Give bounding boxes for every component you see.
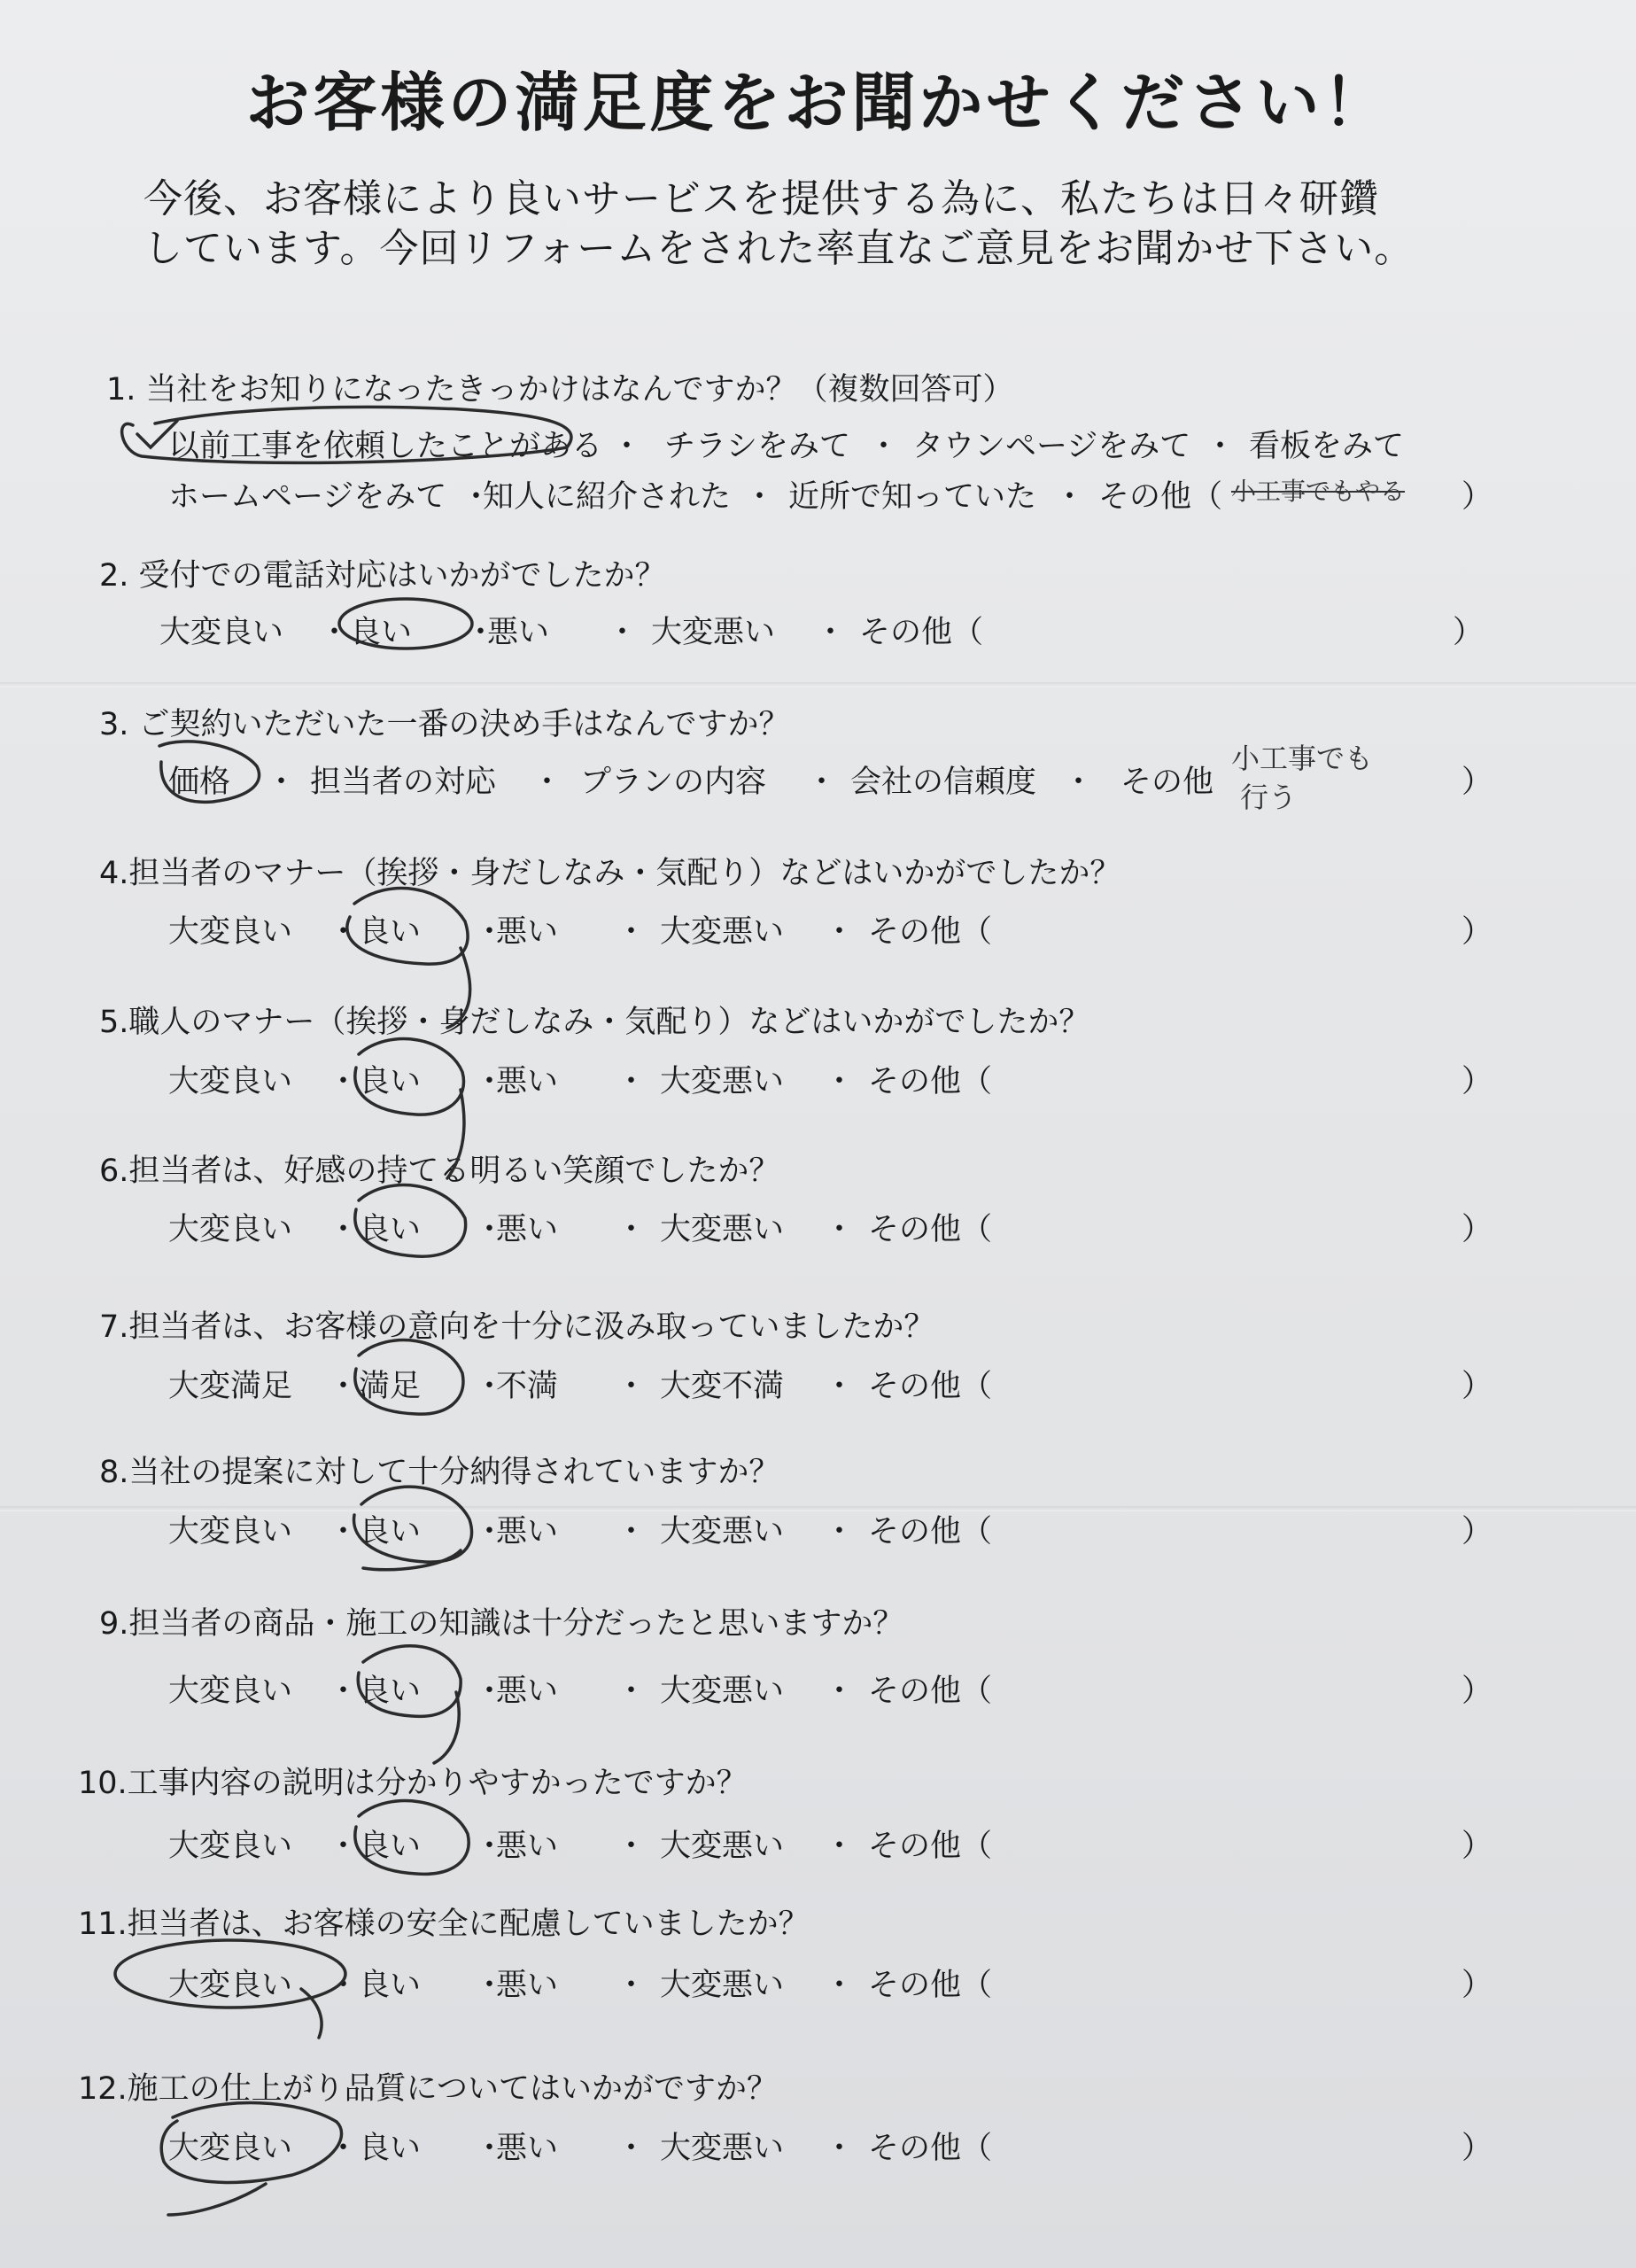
question-text: 受付での電話対応はいかがでしたか？ <box>138 558 666 594</box>
separator: ・ <box>328 1968 360 2003</box>
option-1[interactable]: 大変良い <box>168 914 293 950</box>
separator: ・ <box>824 1369 856 1404</box>
question-11 <box>78 1899 810 1944</box>
option-3[interactable]: 悪い <box>496 1968 559 2003</box>
option-homepage[interactable]: ホームページをみて <box>168 479 447 515</box>
question-text: ご契約いただいた一番の決め手はなんですか？ <box>138 707 790 742</box>
option-5[interactable]: その他（ <box>868 1369 993 1404</box>
option-other[interactable]: その他 <box>1120 765 1214 800</box>
close-paren: ） <box>1462 1064 1493 1099</box>
option-4[interactable]: 大変悪い <box>660 1968 785 2003</box>
q11-options <box>168 1961 1497 2003</box>
option-1[interactable]: 大変満足 <box>168 1369 293 1404</box>
close-paren: ） <box>1462 1514 1493 1550</box>
option-2[interactable]: 満足 <box>359 1369 422 1404</box>
q4-options <box>168 907 1497 950</box>
separator: ・ <box>328 1064 360 1099</box>
other-handwritten-line2: 行う <box>1240 781 1298 814</box>
other-handwritten-line1: 小工事でも <box>1231 742 1374 775</box>
question-text: 担当者は、好感の持てる明るい笑顔でしたか？ <box>128 1153 780 1189</box>
option-2[interactable]: 良い <box>359 1064 422 1099</box>
question-number: 4. <box>99 856 129 891</box>
separator: ・ <box>824 1829 856 1864</box>
separator: ・ <box>474 1674 506 1709</box>
separator: ・ <box>474 1514 506 1550</box>
option-3[interactable]: 悪い <box>496 1212 559 1247</box>
q10-options <box>168 1821 1497 1864</box>
option-price[interactable]: 価格 <box>168 765 231 800</box>
separator: ・ <box>616 1514 647 1550</box>
close-paren: ） <box>1462 2131 1493 2166</box>
option-plan-content[interactable]: プランの内容 <box>580 765 767 800</box>
separator: ・ <box>616 1212 647 1247</box>
question-number: 8. <box>99 1455 129 1490</box>
separator: ・ <box>1205 429 1237 464</box>
separator: ・ <box>611 429 643 464</box>
separator: ・ <box>474 914 506 950</box>
question-number: 3. <box>99 707 129 742</box>
question-number: 6. <box>99 1153 129 1189</box>
option-3[interactable]: 悪い <box>496 914 559 950</box>
separator: ・ <box>616 1369 647 1404</box>
close-paren: ） <box>1462 914 1493 950</box>
question-number: 12. <box>78 2071 128 2107</box>
intro-line-1: 今後、お客様により良いサービスを提供する為に、私たちは日々研鑽 <box>143 176 1379 221</box>
option-2[interactable]: 良い <box>359 1674 422 1709</box>
q5-options <box>168 1057 1497 1099</box>
q8-options <box>168 1507 1497 1550</box>
option-1[interactable]: 大変良い <box>168 1674 293 1709</box>
option-4[interactable]: 大変悪い <box>651 615 776 650</box>
option-4[interactable]: 大変不満 <box>660 1369 785 1404</box>
option-3[interactable]: 悪い <box>496 1064 559 1099</box>
separator: ・ <box>474 1829 506 1864</box>
separator: ・ <box>328 1212 360 1247</box>
question-12 <box>78 2064 778 2109</box>
separator: ・ <box>616 1064 647 1099</box>
question-4 <box>99 849 1120 893</box>
option-5[interactable]: その他（ <box>868 1829 993 1864</box>
question-7 <box>99 1302 934 1347</box>
option-1[interactable]: 大変良い <box>168 2131 293 2166</box>
q1-options-row2 <box>168 472 1497 515</box>
question-number: 10. <box>78 1766 128 1801</box>
option-5[interactable]: その他（ <box>868 2131 993 2166</box>
question-text: 担当者のマナー（挨拶・身だしなみ・気配り）などはいかがでしたか？ <box>128 856 1121 891</box>
question-number: 2. <box>99 558 129 594</box>
option-1[interactable]: 大変良い <box>159 615 284 650</box>
option-signboard[interactable]: 看板をみて <box>1249 429 1405 464</box>
option-5[interactable]: その他（ <box>868 1514 993 1550</box>
separator: ・ <box>474 1369 506 1404</box>
paper-fold <box>0 682 1636 687</box>
separator: ・ <box>319 615 351 650</box>
close-paren: ） <box>1462 479 1493 515</box>
separator: ・ <box>474 2131 506 2166</box>
separator: ・ <box>328 1369 360 1404</box>
option-2[interactable]: 良い <box>359 2131 422 2166</box>
option-4[interactable]: 大変悪い <box>660 2131 785 2166</box>
question-text: 担当者は、お客様の安全に配慮していましたか？ <box>127 1907 810 1942</box>
question-number: 11. <box>78 1907 128 1942</box>
separator: ・ <box>266 765 298 800</box>
question-6 <box>99 1146 779 1191</box>
option-3[interactable]: 悪い <box>496 2131 559 2166</box>
separator: ・ <box>868 429 900 464</box>
separator: ・ <box>824 2131 856 2166</box>
option-1[interactable]: 大変良い <box>168 1064 293 1099</box>
option-1[interactable]: 大変良い <box>168 1212 293 1247</box>
q12-tail-mark <box>168 2184 266 2215</box>
option-5[interactable]: その他（ <box>868 1064 993 1099</box>
page-title: お客様の満足度をお聞かせください！ <box>245 66 1391 140</box>
option-3[interactable]: 悪い <box>487 615 550 650</box>
q9-options <box>168 1666 1497 1709</box>
separator: ・ <box>461 479 492 515</box>
option-company-trust[interactable]: 会社の信頼度 <box>850 765 1037 800</box>
option-flyer[interactable]: チラシをみて <box>664 429 851 464</box>
option-4[interactable]: 大変悪い <box>660 1674 785 1709</box>
separator: ・ <box>824 1514 856 1550</box>
separator: ・ <box>474 1968 506 2003</box>
close-paren: ） <box>1462 1369 1493 1404</box>
separator: ・ <box>328 2131 360 2166</box>
separator: ・ <box>1054 479 1086 515</box>
other-handwritten-struck: 小工事でもやる <box>1231 477 1406 506</box>
option-2[interactable]: 良い <box>359 914 422 950</box>
option-4[interactable]: 大変悪い <box>660 1829 785 1864</box>
q3-options <box>168 742 1497 814</box>
separator: ・ <box>824 1968 856 2003</box>
option-3[interactable]: 悪い <box>496 1514 559 1550</box>
intro-line-2: しています。今回リフォームをされた率直なご意見をお聞かせ下さい。 <box>143 226 1415 271</box>
question-text: 工事内容の説明は分かりやすかったですか？ <box>127 1766 748 1801</box>
separator: ・ <box>1063 765 1095 800</box>
question-number: 7. <box>99 1309 129 1345</box>
separator: ・ <box>824 1212 856 1247</box>
q7-options <box>168 1362 1497 1404</box>
question-3 <box>99 700 790 744</box>
option-other[interactable]: その他（ <box>1098 479 1223 515</box>
q1-options-row1 <box>168 422 1497 464</box>
option-2[interactable]: 良い <box>359 1212 422 1247</box>
option-townpage[interactable]: タウンページをみて <box>912 429 1191 464</box>
question-2 <box>99 551 666 595</box>
option-previous-work[interactable]: 以前工事を依頼したことがある <box>168 429 603 464</box>
separator: ・ <box>824 1674 856 1709</box>
question-5 <box>99 998 1089 1042</box>
option-5[interactable]: その他（ <box>868 1212 993 1247</box>
question-text: 当社の提案に対して十分納得されていますか？ <box>128 1455 780 1490</box>
close-paren: ） <box>1462 765 1493 800</box>
option-3[interactable]: 不満 <box>496 1369 559 1404</box>
q12-options <box>168 2124 1497 2166</box>
separator: ・ <box>815 615 847 650</box>
option-2[interactable]: 良い <box>359 1829 422 1864</box>
separator: ・ <box>744 479 776 515</box>
option-referral[interactable]: 知人に紹介された <box>483 479 732 515</box>
separator: ・ <box>616 914 647 950</box>
separator: ・ <box>616 1968 647 2003</box>
option-staff-response[interactable]: 担当者の対応 <box>310 765 497 800</box>
close-paren: ） <box>1453 615 1485 650</box>
separator: ・ <box>328 1829 360 1864</box>
option-5[interactable]: その他（ <box>868 1968 993 2003</box>
option-1[interactable]: 大変良い <box>168 1514 293 1550</box>
q8-tail-mark <box>363 1550 461 1570</box>
option-4[interactable]: 大変悪い <box>660 914 785 950</box>
question-10 <box>78 1759 748 1803</box>
option-5[interactable]: その他（ <box>868 1674 993 1709</box>
close-paren: ） <box>1462 1212 1493 1247</box>
option-2[interactable]: 良い <box>359 1514 422 1550</box>
separator: ・ <box>824 1064 856 1099</box>
question-number: 1. <box>106 372 136 408</box>
separator: ・ <box>806 765 838 800</box>
question-1 <box>106 365 1014 409</box>
separator: ・ <box>616 2131 647 2166</box>
option-4[interactable]: 大変悪い <box>660 1212 785 1247</box>
separator: ・ <box>328 914 360 950</box>
separator: ・ <box>465 615 497 650</box>
option-5[interactable]: その他（ <box>868 914 993 950</box>
question-9 <box>99 1599 903 1643</box>
option-3[interactable]: 悪い <box>496 1674 559 1709</box>
question-text: 当社をお知りになったきっかけはなんですか？（複数回答可） <box>145 372 1014 408</box>
option-5[interactable]: その他（ <box>859 615 984 650</box>
option-4[interactable]: 大変悪い <box>660 1064 785 1099</box>
separator: ・ <box>328 1674 360 1709</box>
separator: ・ <box>328 1514 360 1550</box>
question-number: 9. <box>99 1606 129 1642</box>
option-4[interactable]: 大変悪い <box>660 1514 785 1550</box>
separator: ・ <box>824 914 856 950</box>
option-1[interactable]: 大変良い <box>168 1829 293 1864</box>
q2-options <box>159 608 1488 650</box>
question-text: 担当者は、お客様の意向を十分に汲み取っていましたか？ <box>128 1309 935 1345</box>
question-text: 担当者の商品・施工の知識は十分だったと思いますか？ <box>128 1606 904 1642</box>
option-2[interactable]: 良い <box>359 1968 422 2003</box>
close-paren: ） <box>1462 1674 1493 1709</box>
separator: ・ <box>616 1674 647 1709</box>
option-neighborhood[interactable]: 近所で知っていた <box>788 479 1037 515</box>
option-3[interactable]: 悪い <box>496 1829 559 1864</box>
separator: ・ <box>531 765 563 800</box>
separator: ・ <box>607 615 639 650</box>
separator: ・ <box>474 1212 506 1247</box>
close-paren: ） <box>1462 1829 1493 1864</box>
option-2[interactable]: 良い <box>350 615 413 650</box>
q6-options <box>168 1205 1497 1247</box>
question-text: 施工の仕上がり品質についてはいかがですか？ <box>127 2071 778 2107</box>
separator: ・ <box>474 1064 506 1099</box>
close-paren: ） <box>1462 1968 1493 2003</box>
option-1[interactable]: 大変良い <box>168 1968 293 2003</box>
question-text: 職人のマナー（挨拶・身だしなみ・気配り）などはいかがでしたか？ <box>128 1005 1090 1040</box>
question-8 <box>99 1448 779 1492</box>
separator: ・ <box>616 1829 647 1864</box>
question-number: 5. <box>99 1005 129 1040</box>
